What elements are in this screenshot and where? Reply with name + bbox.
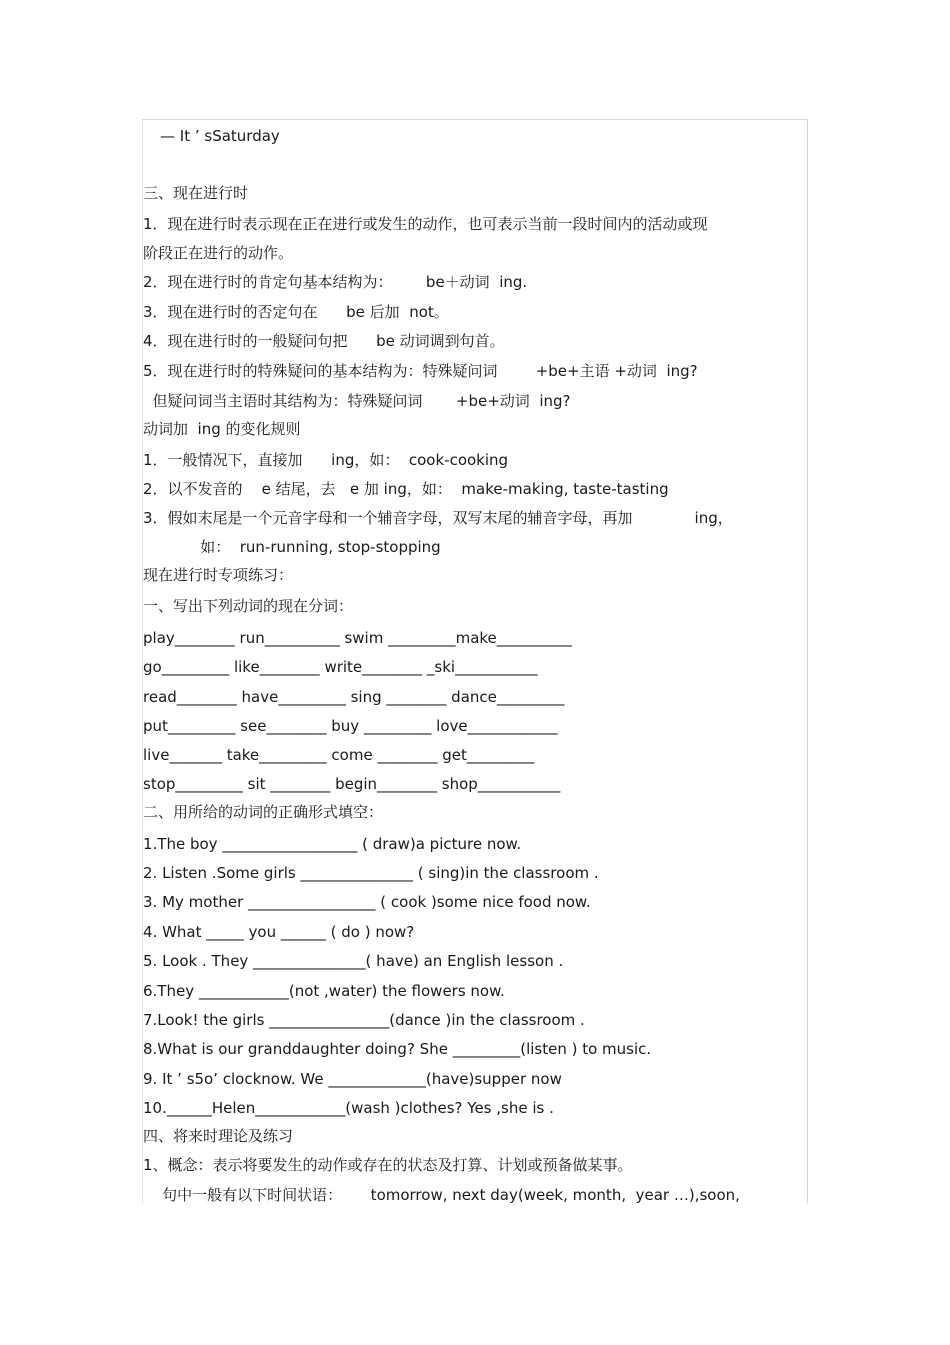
exercise-line: go_________ like________ write________ _ski___________ (143, 658, 538, 676)
text-line: 2．以不发音的 e 结尾，去 e 加 ing，如： make-making, taste-tasting (143, 480, 669, 498)
section-heading: 四、将来时理论及练习 (143, 1127, 294, 1145)
text-line: 1．一般情况下，直接加 ing，如： cook-cooking (143, 451, 509, 469)
exercise-line: 9. It ’ s5o’ clocknow. We _____________(have)supper now (143, 1070, 562, 1088)
exercise-line: 2. Listen .Some girls _______________ ( sing)in the classroom . (143, 864, 599, 882)
exercise-line: stop_________ sit ________ begin________ shop___________ (143, 775, 561, 793)
exercise-line: play________ run__________ swim _________make__________ (143, 629, 572, 647)
text-line: 如： run-running, stop-stopping (143, 538, 441, 556)
exercise-line: 1.The boy __________________ ( draw)a picture now. (143, 835, 522, 853)
text-line: 4．现在进行时的一般疑问句把 be 动词调到句首。 (143, 332, 505, 350)
section-heading: 一、写出下列动词的现在分词： (143, 597, 354, 615)
text-line: 句中一般有以下时间状语： tomorrow, next day(week, month, year …),soon, (143, 1186, 740, 1204)
exercise-line: read________ have_________ sing ________ dance_________ (143, 688, 565, 706)
exercise-line: 10.______Helen____________(wash )clothes? Yes ,she is . (143, 1099, 554, 1117)
exercise-line: 5. Look . They _______________( have) an English lesson . (143, 952, 564, 970)
section-heading: 三、现在进行时 (143, 184, 249, 202)
text-line: — It ’ sSaturday (160, 127, 280, 145)
text-line: 阶段正在进行的动作。 (143, 244, 294, 262)
section-heading: 二、用所给的动词的正确形式填空： (143, 803, 384, 821)
text-line: 5．现在进行时的特殊疑问的基本结构为：特殊疑问词 +be+主语 +动词 ing? (143, 362, 698, 380)
exercise-line: 7.Look! the girls ________________(dance )in the classroom . (143, 1011, 585, 1029)
exercise-line: put_________ see________ buy _________ love____________ (143, 717, 558, 735)
exercise-line: 3. My mother _________________ ( cook )some nice food now. (143, 893, 591, 911)
exercise-line: 4. What _____ you ______ ( do ) now? (143, 923, 415, 941)
subheading: 动词加 ing 的变化规则 (143, 420, 301, 438)
exercise-line: 6.They ____________(not ,water) the flowers now. (143, 982, 505, 1000)
exercise-line: 8.What is our granddaughter doing? She _________(listen ) to music. (143, 1040, 652, 1058)
text-line: 3．现在进行时的否定句在 be 后加 not。 (143, 303, 449, 321)
text-line: 1、概念：表示将要发生的动作或存在的状态及打算、计划或预备做某事。 (143, 1156, 633, 1174)
exercise-line: live_______ take_________ come ________ get_________ (143, 746, 535, 764)
subheading: 现在进行时专项练习： (143, 566, 294, 584)
text-line: 2．现在进行时的肯定句基本结构为： be＋动词 ing. (143, 273, 528, 291)
text-line: 但疑问词当主语时其结构为：特殊疑问词 +be+动词 ing? (143, 392, 571, 410)
text-line: 3．假如末尾是一个元音字母和一个辅音字母，双写末尾的辅音字母，再加 ing， (143, 509, 733, 527)
text-line: 1．现在进行时表示现在正在进行或发生的动作，也可表示当前一段时间内的活动或现 (143, 215, 708, 233)
